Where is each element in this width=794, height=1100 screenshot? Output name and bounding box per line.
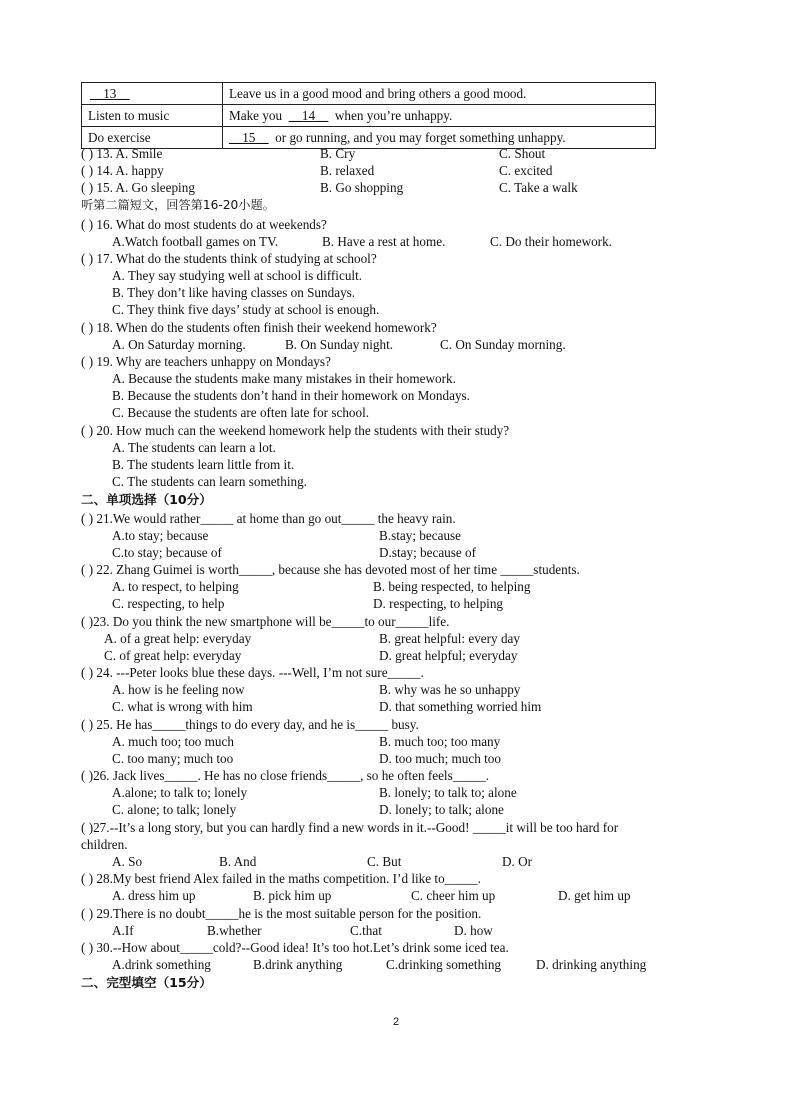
text-line: ( ) 18. When do the students often finish their weekend homework? [81, 320, 437, 335]
text-line: ( ) 24. ---Peter looks blue these days. ---Well, I’m not sure_____. [81, 665, 424, 680]
text-line: A.to stay; because [112, 528, 209, 543]
text-line: ( ) 14. A. happy [81, 163, 164, 178]
text-line: ( )26. Jack lives_____. He has no close friends_____, so he often feels_____. [81, 768, 489, 783]
text-line: B.drink anything [253, 957, 343, 972]
text-line: D. great helpful; everyday [379, 648, 518, 663]
text-line: B. They don’t like having classes on Sundays. [112, 285, 356, 300]
text-line: C. of great help: everyday [104, 648, 242, 663]
table-row [82, 83, 656, 105]
blank-14: __14__ [288, 107, 329, 123]
text-line: D. drinking anything [536, 957, 647, 972]
text-line: B. Because the students don’t hand in their homework on Mondays. [112, 388, 470, 403]
text-line: A. They say studying well at school is difficult. [112, 268, 363, 283]
cell-text: Make you [229, 107, 283, 123]
text-line: C. what is wrong with him [112, 699, 253, 714]
cell-text: Leave us in a good mood and bring others a good mood. [229, 85, 527, 101]
text-line: ( ) 25. He has_____things to do every day, and he is_____ busy. [81, 717, 419, 732]
text-line: ( ) 16. What do most students do at weekends? [81, 217, 327, 232]
cell-text: Listen to music [88, 107, 170, 123]
text-line: ( ) 28.My best friend Alex failed in the maths competition. I’d like to_____. [81, 871, 481, 886]
text-line: A. how is he feeling now [112, 682, 245, 697]
text-line: A. The students can learn a lot. [112, 440, 276, 455]
text-line: A. dress him up [112, 888, 196, 903]
text-line: C. The students can learn something. [112, 474, 307, 489]
text-line: C.to stay; because of [112, 545, 222, 560]
text-line: ( ) 15. A. Go sleeping [81, 180, 195, 195]
text-line: B. being respected, to helping [373, 579, 531, 594]
blank-13: __13__ [90, 85, 130, 101]
text-line: ( ) 30.--How about_____cold?--Good idea! It’s too hot.Let’s drink some iced tea. [81, 940, 509, 955]
text-line: C. alone; to talk; lonely [112, 802, 237, 817]
text-line: C. Shout [499, 146, 546, 161]
text-line: A.alone; to talk to; lonely [112, 785, 248, 800]
table-cell [223, 83, 656, 105]
cell-text: when you’re unhappy. [334, 107, 453, 123]
table-cell [82, 105, 223, 127]
text-line: B. relaxed [320, 163, 375, 178]
text-line: B. Have a rest at home. [322, 234, 446, 249]
text-line: A. So [112, 854, 143, 869]
text-line: ( ) 22. Zhang Guimei is worth_____, because she has devoted most of her time _____students. [81, 562, 580, 577]
text-line: B. lonely; to talk to; alone [379, 785, 517, 800]
text-line: D. that something worried him [379, 699, 542, 714]
text-line: C. too many; much too [112, 751, 234, 766]
text-line: B.stay; because [379, 528, 462, 543]
text-line: C. On Sunday morning. [440, 337, 566, 352]
text-line: 听第二篇短文，回答第16-20小题。 [81, 198, 275, 212]
text-line: C. cheer him up [411, 888, 496, 903]
cell-text: Do exercise [88, 129, 151, 145]
text-line: C. Because the students are often late for school. [112, 405, 370, 420]
answer-table [81, 82, 656, 149]
text-line: C. Take a walk [499, 180, 578, 195]
text-line: B. why was he so unhappy [379, 682, 521, 697]
text-line: ( ) 19. Why are teachers unhappy on Mondays? [81, 354, 331, 369]
text-line: C. respecting, to help [112, 596, 225, 611]
text-line: B. Go shopping [320, 180, 404, 195]
text-line: B. Cry [320, 146, 356, 161]
text-line: D. Or [502, 854, 533, 869]
text-line: C. But [367, 854, 402, 869]
text-line: ( ) 20. How much can the weekend homework help the students with their study? [81, 423, 510, 438]
table-cell [82, 83, 223, 105]
text-line: C.that [350, 923, 382, 938]
text-line: A. of a great help: everyday [104, 631, 252, 646]
text-line: C. They think five days’ study at school is enough. [112, 302, 380, 317]
text-line: ( ) 21.We would rather_____ at home than go out_____ the heavy rain. [81, 511, 456, 526]
text-line: A.If [112, 923, 134, 938]
text-line: B. On Sunday night. [285, 337, 394, 352]
text-line: D. get him up [558, 888, 631, 903]
text-line: D. lonely; to talk; alone [379, 802, 504, 817]
text-line: ( )23. Do you think the new smartphone will be_____to our_____life. [81, 614, 450, 629]
text-line: C. Do their homework. [490, 234, 612, 249]
cell-text: or go running, and you may forget something unhappy. [275, 129, 566, 145]
text-line: B. And [219, 854, 257, 869]
table-cell [223, 105, 656, 127]
text-line: ( )27.--It’s a long story, but you can hardly find a new words in it.--Good! _____it will be too hard for [81, 820, 619, 835]
text-line: D. how [454, 923, 493, 938]
text-line: B. much too; too many [379, 734, 501, 749]
text-line: ( ) 29.There is no doubt_____he is the most suitable person for the position. [81, 906, 482, 921]
text-line: C.drinking something [386, 957, 502, 972]
text-line: D. respecting, to helping [373, 596, 504, 611]
text-line: C. excited [499, 163, 553, 178]
text-line: A. On Saturday morning. [112, 337, 246, 352]
text-line: ( ) 13. A. Smile [81, 146, 163, 161]
section-heading: 二、完型填空（15分） [81, 975, 212, 990]
text-line: D. too much; much too [379, 751, 501, 766]
blank-15: __15__ [229, 129, 269, 145]
text-line: A. to respect, to helping [112, 579, 239, 594]
table-cell [223, 127, 656, 149]
page-number: 2 [393, 1016, 400, 1028]
table-row [82, 127, 656, 149]
text-line: A. Because the students make many mistakes in their homework. [112, 371, 456, 386]
text-line: A. much too; too much [112, 734, 234, 749]
text-line: A.Watch football games on TV. [112, 234, 279, 249]
text-line: B. pick him up [253, 888, 332, 903]
text-line: A.drink something [112, 957, 211, 972]
text-line: B.whether [207, 923, 262, 938]
table-row [82, 105, 656, 127]
text-line: B. great helpful: every day [379, 631, 520, 646]
text-line: D.stay; because of [379, 545, 477, 560]
text-line: B. The students learn little from it. [112, 457, 295, 472]
text-line: children. [81, 837, 128, 852]
text-line: ( ) 17. What do the students think of studying at school? [81, 251, 377, 266]
section-heading: 二、单项选择（10分） [81, 492, 212, 507]
